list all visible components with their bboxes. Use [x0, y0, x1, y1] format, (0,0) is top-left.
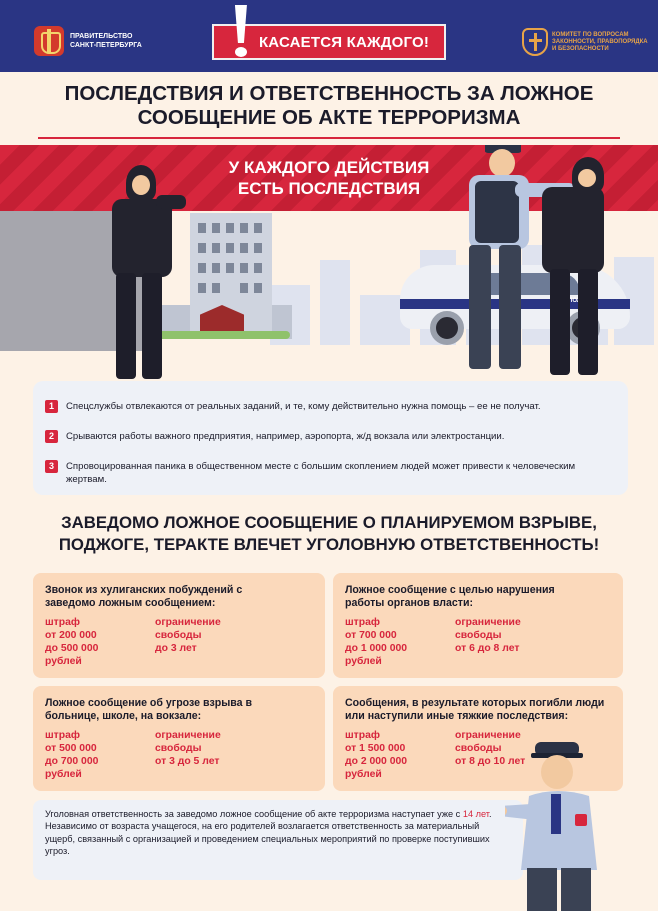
fine-column: штраф от 700 000 до 1 000 000 рублей [345, 617, 408, 667]
detained-figure [532, 157, 622, 385]
prison-column: ограничение свободы от 8 до 10 лет [455, 730, 526, 767]
prison-column: ограничение свободы от 6 до 8 лет [455, 617, 521, 654]
top-bar [0, 0, 658, 72]
exclamation-icon [229, 5, 253, 59]
banner-line-1: У КАЖДОГО ДЕЙСТВИЯ [228, 158, 430, 177]
step-text: Спровоцированная паника в общественном месте с большим скоплением людей может привести к человеческим жертвам. [66, 461, 576, 485]
liability-heading-line-2: ПОДЖОГЕ, ТЕРАКТЕ ВЛЕЧЕТ УГОЛОВНУЮ ОТВЕТСТВЕННОСТЬ! [58, 535, 600, 554]
coat-of-arms-icon [34, 26, 64, 56]
liability-heading-line-1: ЗАВЕДОМО ЛОЖНОЕ СООБЩЕНИЕ О ПЛАНИРУЕМОМ ВЗРЫВЕ, [61, 513, 597, 532]
illustration-scene [0, 145, 658, 385]
fine-column: штраф от 500 000 до 700 000 рублей [45, 730, 99, 780]
card-title: Звонок из хулиганских побуждений с заведомо ложным сообщением: [45, 584, 243, 609]
page-title-line-1: ПОСЛЕДСТВИЯ И ОТВЕТСТВЕННОСТЬ ЗА ЛОЖНОЕ [64, 82, 594, 105]
list-item [45, 430, 504, 443]
banner-line-2: ЕСТЬ ПОСЛЕДСТВИЯ [237, 179, 421, 198]
card-title: Ложное сообщение об угрозе взрыва в больнице, школе, на вокзале: [45, 697, 252, 722]
step-number: 1 [45, 400, 58, 413]
warning-badge-text: КАСАЕТСЯ КАЖДОГО! [258, 33, 430, 51]
prison-column: ограничение свободы от 3 до 5 лет [155, 730, 221, 767]
list-item [45, 400, 541, 413]
note-parents-paragraph: Независимо от возраста учащегося, на его родителей возлагается ответственность за материальный ущерб, связанный с организацией и проведением специальных мероприятий по проверке поступивших угроз. [45, 821, 490, 857]
liability-heading [0, 512, 658, 556]
caller-figure [100, 165, 190, 385]
consequences-list [33, 381, 628, 495]
page-title [0, 82, 658, 130]
gov-logo [34, 26, 150, 56]
fine-column: штраф от 200 000 до 500 000 рублей [45, 617, 99, 667]
committee-name: КОМИТЕТ ПО ВОПРОСАМ ЗАКОННОСТИ, ПРАВОПОРЯДКА И БЕЗОПАСНОСТИ [552, 31, 648, 52]
card-title: Ложное сообщение с целью нарушения работы органов власти: [345, 584, 555, 609]
step-text: Спецслужбы отвлекаются от реальных заданий, и те, кому действительно нужна помощь – ее не получат. [66, 401, 541, 412]
card-title: Сообщения, в результате которых погибли люди или наступили иные тяжкие последствия: [345, 697, 605, 722]
gov-name: ПРАВИТЕЛЬСТВО САНКТ-ПЕТЕРБУРГА [70, 33, 142, 49]
committee-logo [522, 28, 648, 56]
step-text: Срываются работы важного предприятия, например, аэропорта, ж/д вокзала или электростанции. [66, 431, 505, 442]
penalty-card-bomb-threat [33, 686, 325, 791]
prison-column: ограничение свободы до 3 лет [155, 617, 221, 654]
penalty-card-hooligan [33, 573, 325, 678]
shield-cross-icon [522, 28, 548, 56]
note-age-paragraph: Уголовная ответственность за заведомо ложное сообщение об акте терроризма наступает уже с 14 лет. [45, 809, 492, 819]
page-title-line-2: СООБЩЕНИЕ ОБ АКТЕ ТЕРРОРИЗМА [137, 106, 521, 129]
title-divider [38, 137, 620, 139]
age-highlight: 14 лет [462, 809, 489, 819]
step-number: 2 [45, 430, 58, 443]
pointing-officer-figure [505, 740, 625, 911]
list-item [45, 460, 586, 486]
step-number: 3 [45, 460, 58, 473]
responsibility-note [33, 800, 523, 880]
penalty-card-authorities [333, 573, 623, 678]
fine-column: штраф от 1 500 000 до 2 000 000 рублей [345, 730, 408, 780]
warning-badge [212, 24, 446, 60]
